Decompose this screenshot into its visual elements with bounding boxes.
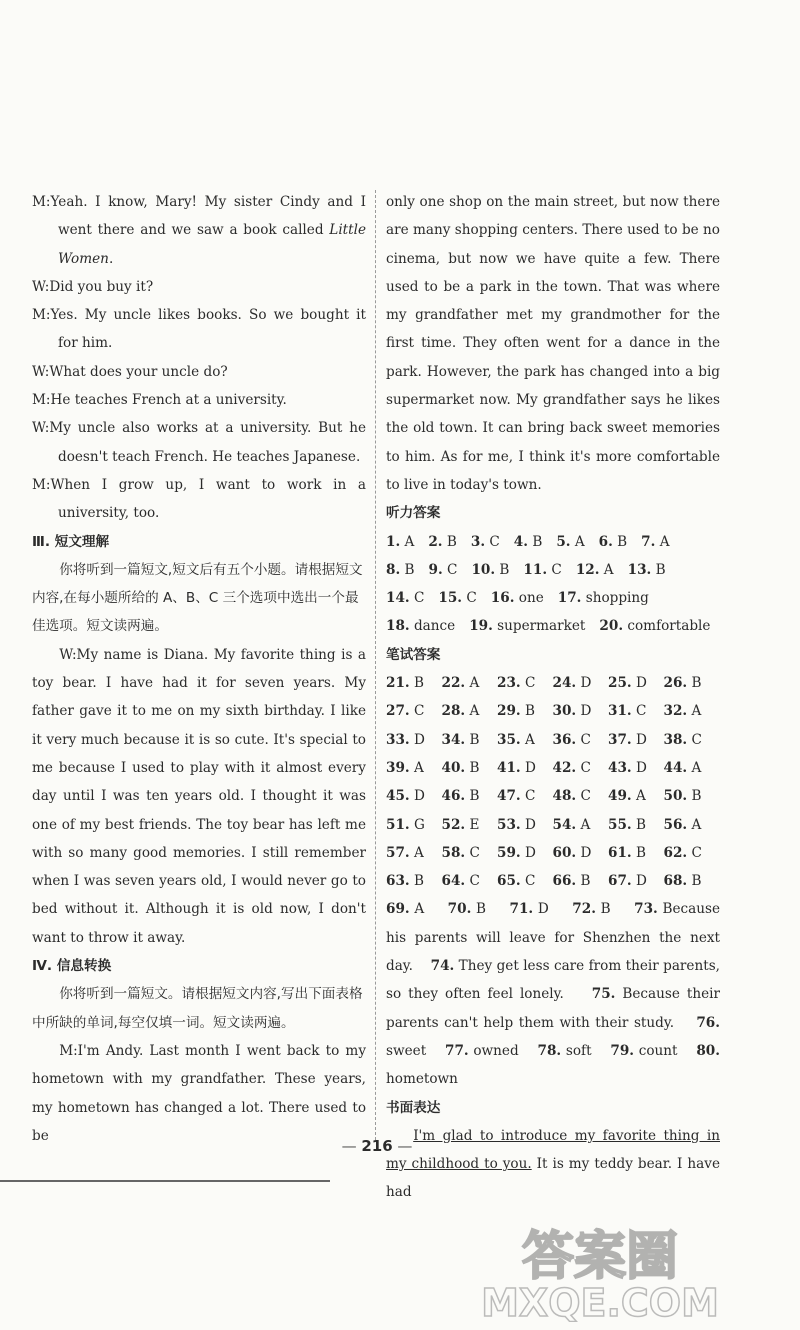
answer-number: 8. bbox=[386, 561, 401, 578]
answer-number: 65. bbox=[497, 873, 521, 890]
answer-value: C bbox=[547, 561, 562, 578]
answer-number: 74. bbox=[430, 958, 455, 975]
answer-number: 55. bbox=[608, 816, 632, 833]
answer-number: 58. bbox=[441, 844, 466, 861]
watermark-text: 答案圈 bbox=[521, 1227, 679, 1287]
answer-number: 2. bbox=[428, 533, 443, 550]
answer-row bbox=[386, 584, 720, 612]
answer-value: B bbox=[465, 759, 480, 776]
answer-number: 59. bbox=[497, 844, 521, 861]
answer-value: D bbox=[533, 901, 549, 918]
answer-value: supermarket bbox=[492, 618, 586, 635]
answer-item bbox=[510, 901, 549, 917]
answer-value: D bbox=[576, 675, 592, 692]
answer-number: 45. bbox=[386, 788, 410, 805]
listening-answers bbox=[386, 528, 720, 641]
answer-number: 35. bbox=[497, 731, 521, 748]
answer-row bbox=[386, 782, 720, 810]
answer-item bbox=[664, 697, 720, 725]
dialog-line bbox=[32, 358, 366, 386]
answer-value: dance bbox=[409, 618, 456, 635]
answer-value: A bbox=[400, 533, 415, 550]
answer-item bbox=[556, 528, 584, 556]
answer-item bbox=[553, 782, 609, 810]
answer-value: D bbox=[520, 759, 536, 776]
answer-number: 57. bbox=[386, 844, 410, 861]
answer-number: 11. bbox=[523, 561, 548, 578]
answer-item bbox=[386, 669, 442, 697]
answer-item bbox=[386, 901, 424, 917]
answer-item bbox=[514, 528, 543, 556]
answer-value: A bbox=[409, 844, 424, 861]
answer-number: 5. bbox=[556, 533, 571, 550]
answer-item bbox=[386, 726, 442, 754]
dialog-text: Yeah. I know, Mary! My sister Cindy and I went there and we saw a book called bbox=[50, 194, 366, 239]
answer-row bbox=[386, 867, 720, 895]
answer-row bbox=[386, 697, 720, 725]
answer-value: A bbox=[687, 703, 702, 720]
answer-number: 67. bbox=[608, 873, 632, 890]
answer-value: count bbox=[634, 1042, 678, 1059]
answer-row bbox=[386, 612, 720, 640]
answer-number: 72. bbox=[572, 901, 596, 918]
answer-value: C bbox=[576, 731, 591, 748]
answer-item bbox=[553, 697, 609, 725]
speaker-label: M: bbox=[32, 392, 51, 409]
answer-number: 49. bbox=[608, 788, 632, 805]
column-divider bbox=[375, 190, 376, 1140]
answer-item bbox=[386, 612, 455, 640]
answer-item bbox=[558, 584, 649, 612]
speaker-label: M: bbox=[32, 476, 51, 493]
answer-item bbox=[641, 528, 669, 556]
answer-number: 54. bbox=[552, 816, 577, 833]
answer-number: 39. bbox=[386, 759, 410, 776]
answer-value: D bbox=[631, 675, 647, 692]
answer-number: 34. bbox=[441, 731, 466, 748]
dialog-text: Did you buy it? bbox=[49, 278, 154, 295]
answer-item bbox=[553, 669, 609, 697]
answer-number: 14. bbox=[386, 590, 410, 607]
answer-item bbox=[442, 839, 498, 867]
speaker-label: W: bbox=[32, 278, 50, 295]
answer-value: B bbox=[687, 788, 702, 805]
answer-number: 3. bbox=[470, 533, 486, 550]
answer-value: A bbox=[409, 901, 425, 918]
answer-number: 62. bbox=[663, 844, 688, 861]
answer-item bbox=[448, 901, 486, 917]
answer-item bbox=[497, 867, 553, 895]
answer-row bbox=[386, 754, 720, 782]
answer-item bbox=[608, 811, 664, 839]
answer-value: B bbox=[631, 844, 646, 861]
answer-item bbox=[386, 782, 442, 810]
writing-rest: It is my teddy bear. I have had bbox=[386, 1156, 720, 1201]
passage-continuation: only one shop on the main street, but now there are many shopping centers. There used to be no cinema, but now we have quite a few. There used to be a park in the town. That was where my grandfather met my grandmother for the first time. They often went for a dance in the park. However, the park has changed into a big supermarket now. My grandfather says he likes the old town. It can bring back sweet memories to him. As for me, I think it's more comfortable to live in today's town. bbox=[386, 194, 720, 493]
answer-row bbox=[386, 839, 720, 867]
answer-number: 56. bbox=[663, 816, 688, 833]
answer-number: 60. bbox=[552, 844, 577, 861]
answer-value: C bbox=[465, 873, 480, 890]
answer-number: 4. bbox=[513, 533, 528, 550]
watermark-logo bbox=[430, 1222, 770, 1322]
answer-item bbox=[553, 811, 609, 839]
answer-value: Because his parents will leave for Shenzhen the next day. bbox=[386, 901, 721, 975]
dialog-block bbox=[32, 188, 366, 528]
answer-number: 48. bbox=[552, 788, 577, 805]
answer-value: soft bbox=[561, 1042, 592, 1059]
answer-number: 51. bbox=[386, 816, 410, 833]
section-3-title: Ⅲ. 短文理解 bbox=[32, 533, 110, 550]
answer-item bbox=[497, 782, 553, 810]
answer-value: A bbox=[465, 675, 480, 692]
listening-answers-title: 听力答案 bbox=[386, 505, 441, 522]
answer-row bbox=[386, 528, 720, 556]
answer-number: 9. bbox=[428, 561, 443, 578]
answer-number: 47. bbox=[497, 788, 521, 805]
answer-value: C bbox=[631, 703, 647, 720]
dialog-text-end: . bbox=[108, 250, 114, 267]
dialog-text: What does your uncle do? bbox=[49, 363, 228, 380]
answer-number: 23. bbox=[497, 675, 521, 692]
answer-item bbox=[471, 556, 509, 584]
answer-number: 52. bbox=[441, 816, 466, 833]
answer-value: B bbox=[631, 816, 646, 833]
answer-value: C bbox=[687, 731, 702, 748]
answer-number: 63. bbox=[386, 873, 410, 890]
written-answers-tail bbox=[386, 895, 720, 1093]
answer-value: one bbox=[514, 590, 544, 607]
answer-item bbox=[438, 584, 476, 612]
answer-item bbox=[610, 1043, 677, 1059]
answer-number: 27. bbox=[386, 703, 410, 720]
answer-value: D bbox=[409, 788, 425, 805]
answer-item bbox=[442, 697, 498, 725]
answer-value: B bbox=[442, 533, 457, 550]
answer-value: C bbox=[409, 590, 425, 607]
bottom-rule bbox=[0, 1180, 330, 1182]
answer-value: A bbox=[687, 759, 702, 776]
answer-number: 50. bbox=[663, 788, 688, 805]
answer-value: B bbox=[595, 901, 611, 918]
answer-number: 29. bbox=[497, 703, 521, 720]
answer-number: 26. bbox=[663, 675, 688, 692]
answer-value: B bbox=[687, 675, 702, 692]
answer-item bbox=[429, 556, 458, 584]
answer-value: A bbox=[687, 816, 702, 833]
answer-number: 77. bbox=[445, 1042, 469, 1059]
answer-number: 79. bbox=[610, 1042, 635, 1059]
answer-item bbox=[664, 726, 720, 754]
answer-number: 40. bbox=[441, 759, 466, 776]
page-number-value: 216 bbox=[361, 1137, 393, 1155]
answer-value: D bbox=[631, 759, 647, 776]
answer-item bbox=[599, 612, 710, 640]
answer-number: 71. bbox=[509, 901, 534, 918]
answer-value: shopping bbox=[581, 590, 649, 607]
answer-item bbox=[608, 839, 664, 867]
answer-item bbox=[428, 528, 457, 556]
answer-item bbox=[497, 754, 553, 782]
section-4-title: Ⅳ. 信息转换 bbox=[32, 958, 112, 975]
answer-value: B bbox=[520, 703, 535, 720]
answer-item bbox=[386, 811, 442, 839]
answer-item bbox=[442, 754, 498, 782]
answer-item bbox=[664, 782, 720, 810]
answer-item bbox=[523, 556, 561, 584]
book-title: Little Women bbox=[58, 222, 366, 267]
answer-number: 38. bbox=[663, 731, 688, 748]
answer-value: A bbox=[465, 703, 480, 720]
speaker-label: M: bbox=[32, 307, 51, 324]
answer-item bbox=[386, 528, 414, 556]
answer-number: 17. bbox=[557, 590, 582, 607]
answer-item bbox=[386, 754, 442, 782]
answer-number: 12. bbox=[575, 561, 600, 578]
answer-item bbox=[445, 1043, 519, 1059]
answer-number: 73. bbox=[634, 901, 658, 918]
answer-number: 70. bbox=[447, 901, 472, 918]
answer-item bbox=[664, 754, 720, 782]
answer-number: 53. bbox=[497, 816, 521, 833]
answer-value: B bbox=[409, 873, 424, 890]
answer-item bbox=[442, 811, 498, 839]
answer-value: C bbox=[485, 533, 500, 550]
dialog-line bbox=[32, 386, 366, 414]
answer-number: 6. bbox=[598, 533, 613, 550]
answer-value: A bbox=[655, 533, 670, 550]
answer-item bbox=[664, 839, 720, 867]
dialog-text: He teaches French at a university. bbox=[50, 392, 287, 409]
answer-value: B bbox=[687, 873, 702, 890]
answer-value: C bbox=[520, 873, 536, 890]
answer-item bbox=[572, 901, 610, 917]
answer-value: A bbox=[520, 731, 535, 748]
dialog-text: My uncle also works at a university. But he doesn't teach French. He teaches Japanese. bbox=[49, 420, 366, 465]
answer-value: A bbox=[409, 759, 424, 776]
answer-item bbox=[553, 839, 609, 867]
answer-number: 43. bbox=[608, 759, 632, 776]
answer-item bbox=[442, 782, 498, 810]
answer-number: 36. bbox=[552, 731, 577, 748]
written-answers bbox=[386, 669, 720, 895]
answer-number: 7. bbox=[641, 533, 656, 550]
answer-item bbox=[442, 867, 498, 895]
answer-item bbox=[628, 556, 666, 584]
answer-number: 28. bbox=[441, 703, 466, 720]
speaker-label: M: bbox=[32, 194, 51, 210]
answer-number: 33. bbox=[386, 731, 410, 748]
dialog-line bbox=[32, 301, 366, 358]
speaker-label: W: bbox=[32, 363, 50, 380]
answer-value: B bbox=[400, 561, 415, 578]
answer-number: 25. bbox=[608, 675, 632, 692]
answer-row bbox=[386, 556, 720, 584]
answer-value: A bbox=[631, 788, 646, 805]
answer-item bbox=[538, 1043, 592, 1059]
answer-item bbox=[442, 726, 498, 754]
answer-row bbox=[386, 726, 720, 754]
answer-number: 1. bbox=[386, 533, 401, 550]
answer-number: 13. bbox=[627, 561, 652, 578]
answer-value: Because their parents can't help them with their study. bbox=[386, 986, 720, 1031]
answer-value: E bbox=[465, 816, 480, 833]
answer-number: 68. bbox=[663, 873, 688, 890]
answer-item bbox=[386, 584, 424, 612]
answer-item bbox=[608, 754, 664, 782]
answer-number: 64. bbox=[441, 873, 466, 890]
page-number: — 216 — bbox=[341, 1137, 413, 1155]
answer-item bbox=[497, 697, 553, 725]
answer-number: 41. bbox=[497, 759, 521, 776]
answer-value: B bbox=[465, 731, 480, 748]
answer-number: 32. bbox=[663, 703, 688, 720]
answer-value: B bbox=[651, 561, 666, 578]
answer-item bbox=[553, 726, 609, 754]
answer-item bbox=[471, 528, 500, 556]
right-column bbox=[386, 188, 720, 1207]
answer-number: 22. bbox=[441, 675, 466, 692]
answer-item bbox=[469, 612, 585, 640]
answer-item bbox=[664, 811, 720, 839]
answer-number: 46. bbox=[441, 788, 466, 805]
answer-item bbox=[664, 867, 720, 895]
answer-value: D bbox=[576, 703, 592, 720]
answer-value: C bbox=[520, 788, 536, 805]
section-3-passage: W:My name is Diana. My favorite thing is a toy bear. I have had it for seven years. My father gave it to me on my sixth birthday. I like it very much because it is so cute. It's special to me because I used to play with it almost every day until I was ten years old. I thought it was one of my best friends. The toy bear has left me with so many good memories. I still remember when I was seven years old, I would never go to bed without it. Although it is old now, I don't want to throw it away. bbox=[32, 646, 366, 946]
answer-value: C bbox=[465, 844, 480, 861]
answer-row bbox=[386, 811, 720, 839]
answer-value: D bbox=[631, 731, 647, 748]
answer-value: C bbox=[409, 703, 425, 720]
answer-number: 75. bbox=[591, 986, 616, 1003]
section-4-passage: M:I'm Andy. Last month I went back to my hometown with my grandfather. These years, my hometown has changed a lot. There used to be bbox=[32, 1042, 366, 1144]
answer-item bbox=[497, 726, 553, 754]
answer-number: 76. bbox=[696, 1014, 720, 1031]
written-answers-title: 笔试答案 bbox=[386, 646, 441, 663]
answer-value: B bbox=[495, 561, 510, 578]
answer-value: B bbox=[471, 901, 487, 918]
answer-value: B bbox=[528, 533, 543, 550]
answer-number: 37. bbox=[608, 731, 632, 748]
answer-value: C bbox=[687, 844, 702, 861]
answer-value: D bbox=[520, 844, 536, 861]
answer-number: 19. bbox=[469, 618, 493, 635]
answer-value: G bbox=[409, 816, 425, 833]
answer-item bbox=[553, 754, 609, 782]
answer-number: 78. bbox=[537, 1042, 562, 1059]
answer-number: 24. bbox=[552, 675, 577, 692]
section-3-instruction: 你将听到一篇短文,短文后有五个小题。请根据短文内容,在每小题所给的 A、B、C 三个选项中选出一个最佳选项。短文读两遍。 bbox=[32, 561, 363, 635]
answer-item bbox=[608, 867, 664, 895]
answer-value: D bbox=[409, 731, 425, 748]
answer-value: B bbox=[612, 533, 628, 550]
answer-number: 61. bbox=[608, 844, 632, 861]
answer-item bbox=[386, 556, 415, 584]
answer-number: 20. bbox=[599, 618, 624, 635]
answer-number: 42. bbox=[552, 759, 577, 776]
answer-item bbox=[497, 669, 553, 697]
answer-value: C bbox=[576, 759, 591, 776]
answer-item bbox=[608, 782, 664, 810]
answer-number: 21. bbox=[386, 675, 410, 692]
answer-item bbox=[386, 867, 442, 895]
answer-value: sweet bbox=[386, 1042, 427, 1059]
answer-item bbox=[664, 669, 720, 697]
answer-value: C bbox=[442, 561, 458, 578]
answer-item bbox=[386, 839, 442, 867]
answer-item bbox=[442, 669, 498, 697]
dialog-line bbox=[32, 414, 366, 471]
answer-number: 30. bbox=[552, 703, 577, 720]
answer-number: 66. bbox=[552, 873, 577, 890]
answer-value: hometown bbox=[386, 1071, 458, 1088]
answer-number: 69. bbox=[386, 901, 410, 918]
answer-item bbox=[497, 839, 553, 867]
answer-item bbox=[386, 697, 442, 725]
answer-number: 18. bbox=[386, 618, 410, 635]
answer-value: C bbox=[520, 675, 536, 692]
answer-value: comfortable bbox=[623, 618, 711, 635]
answer-number: 44. bbox=[663, 759, 688, 776]
answer-value: C bbox=[576, 788, 591, 805]
answer-item bbox=[608, 697, 664, 725]
answer-number: 80. bbox=[696, 1042, 720, 1059]
section-4-instruction: 你将听到一篇短文。请根据短文内容,写出下面表格中所缺的单词,每空仅填一词。短文读两遍。 bbox=[32, 986, 363, 1031]
dialog-text: When I grow up, I want to work in a university, too. bbox=[50, 476, 366, 522]
dialog-line bbox=[32, 273, 366, 301]
answer-row bbox=[386, 669, 720, 697]
answer-value: A bbox=[570, 533, 585, 550]
answer-value: C bbox=[462, 590, 477, 607]
answer-number: 15. bbox=[438, 590, 463, 607]
left-column bbox=[32, 188, 366, 1150]
answer-value: B bbox=[409, 675, 424, 692]
answer-value: D bbox=[631, 873, 647, 890]
answer-number: 10. bbox=[471, 561, 496, 578]
answer-value: B bbox=[576, 873, 591, 890]
answer-item bbox=[599, 528, 628, 556]
answer-number: 31. bbox=[608, 703, 632, 720]
answer-value: B bbox=[465, 788, 480, 805]
speaker-label: W: bbox=[32, 420, 50, 437]
answer-value: owned bbox=[468, 1042, 519, 1059]
dialog-line bbox=[32, 188, 366, 273]
dialog-text: Yes. My uncle likes books. So we bought it for him. bbox=[50, 307, 366, 352]
answer-item bbox=[608, 669, 664, 697]
answer-value: A bbox=[576, 816, 591, 833]
answer-item bbox=[576, 556, 614, 584]
answer-value: A bbox=[599, 561, 614, 578]
writing-title: 书面表达 bbox=[386, 1099, 441, 1116]
answer-number: 16. bbox=[490, 590, 515, 607]
answer-item bbox=[608, 726, 664, 754]
writing-sample bbox=[386, 1122, 720, 1207]
writing-underlined: I'm glad to introduce my favorite thing in my childhood to you. bbox=[386, 1127, 720, 1173]
answer-value: They get less care from their parents, so they often feel lonely. bbox=[386, 958, 720, 1003]
dialog-line bbox=[32, 471, 366, 528]
answer-value: D bbox=[576, 844, 592, 861]
watermark-url: MXQE.COM bbox=[481, 1281, 719, 1322]
answer-item bbox=[491, 584, 544, 612]
answer-item bbox=[497, 811, 553, 839]
answer-item bbox=[553, 867, 609, 895]
answer-value: D bbox=[520, 816, 536, 833]
